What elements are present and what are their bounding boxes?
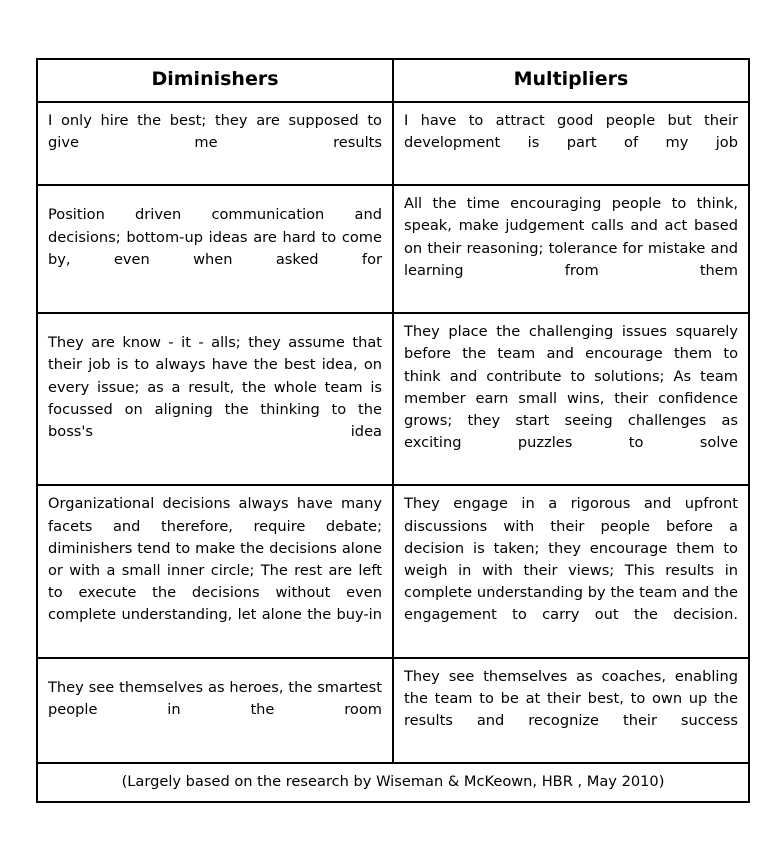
table-row bbox=[37, 102, 749, 186]
table-head bbox=[37, 59, 749, 102]
cell-multipliers-5 bbox=[393, 658, 749, 764]
table-body bbox=[37, 102, 749, 803]
table-row bbox=[37, 485, 749, 657]
cell-diminishers-1 bbox=[37, 102, 393, 186]
cell-diminishers-4 bbox=[37, 485, 393, 657]
table-row bbox=[37, 185, 749, 313]
cell-text: They see themselves as heroes, the smartest people in the room bbox=[48, 678, 382, 718]
cell-diminishers-3 bbox=[37, 313, 393, 485]
cell-text: I have to attract good people but their development is part of my job bbox=[404, 111, 738, 151]
cell-text: Organizational decisions always have many facets and therefore, require debate; diminishers tend to make the decisions alone or with a small inner circle; The rest are left to execute the decisions without even complete understanding, let alone the buy-in bbox=[48, 495, 382, 624]
cell-text: They place the challenging issues squarely before the team and encourage them to think and contribute to solutions; As team member earn small wins, their confidence grows; they start seeing challenges as exciting puzzles to solve bbox=[404, 323, 738, 452]
table-footer-row bbox=[37, 763, 749, 802]
cell-multipliers-2 bbox=[393, 185, 749, 313]
cell-diminishers-5 bbox=[37, 658, 393, 764]
cell-text: They are know - it - alls; they assume that their job is to always have the best idea, on every issue; as a result, the whole team is focussed on aligning the thinking to the boss's idea bbox=[48, 334, 382, 440]
cell-diminishers-2 bbox=[37, 185, 393, 313]
cell-multipliers-3 bbox=[393, 313, 749, 485]
cell-text: Position driven communication and decisions; bottom-up ideas are hard to come by, even when asked for bbox=[48, 206, 382, 268]
table-row bbox=[37, 658, 749, 764]
cell-text: I only hire the best; they are supposed to give me results bbox=[48, 111, 382, 151]
diminishers-multipliers-table bbox=[36, 58, 750, 803]
cell-text: They see themselves as coaches, enabling the team to be at their best, to own up the results and recognize their success bbox=[404, 667, 738, 729]
column-header-multipliers: Multipliers bbox=[393, 59, 749, 102]
cell-multipliers-1 bbox=[393, 102, 749, 186]
source-attribution: (Largely based on the research by Wiseman & McKeown, HBR , May 2010) bbox=[37, 763, 749, 802]
table-row bbox=[37, 313, 749, 485]
table-header-row bbox=[37, 59, 749, 102]
cell-text: All the time encouraging people to think, speak, make judgement calls and act based on their reasoning; tolerance for mistake and learning from them bbox=[404, 195, 738, 279]
comparison-table-container bbox=[36, 58, 750, 803]
cell-multipliers-4 bbox=[393, 485, 749, 657]
cell-text: They engage in a rigorous and upfront discussions with their people before a decision is taken; they encourage them to weigh in with their views; This results in complete understanding by the team and the engagement to carry out the decision. bbox=[404, 495, 738, 624]
column-header-diminishers: Diminishers bbox=[37, 59, 393, 102]
